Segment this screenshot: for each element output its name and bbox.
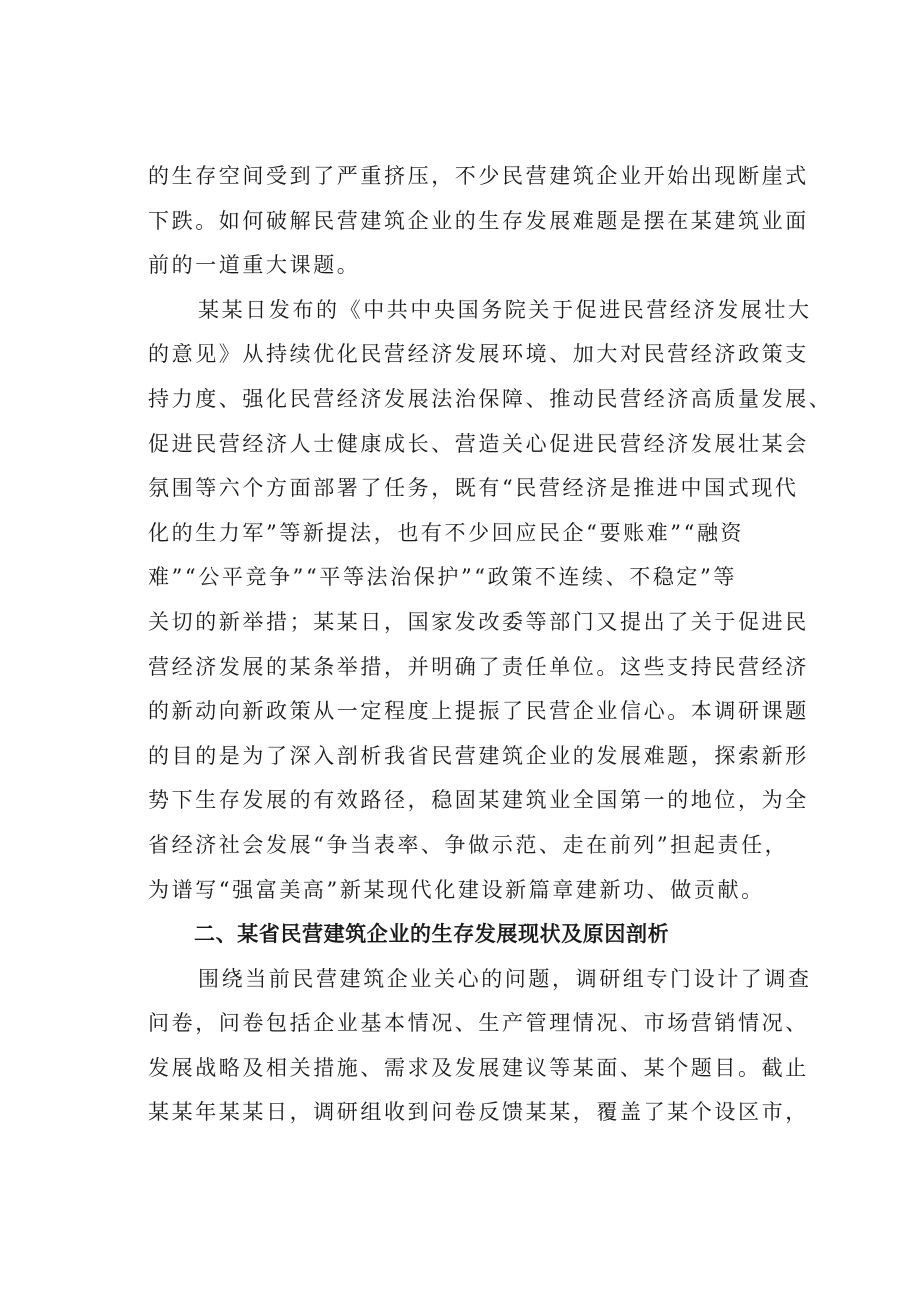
text-line: 难”“公平竞争”“平等法治保护”“政策不连续、不稳定”等 (148, 565, 737, 590)
text-line: 某某年某某日，调研组收到问卷反馈某某，覆盖了某个设区市， (148, 1100, 809, 1125)
text-line: 省经济社会发展“争当表率、争做示范、走在前列”担起责任， (148, 832, 789, 857)
text-line: 发展战略及相关措施、需求及发展建议等某面、某个题目。截止 (148, 1055, 809, 1080)
text-line: 某某日发布的《中共中央国务院关于促进民营经济发展壮大 (198, 297, 812, 322)
text-line: 氛围等六个方面部署了任务，既有“民营经济是推进中国式现代 (148, 476, 799, 501)
text-line: 问卷，问卷包括企业基本情况、生产管理情况、市场营销情况、 (148, 1011, 809, 1036)
text-line: 围绕当前民营建筑企业关心的问题，调研组专门设计了调查 (198, 966, 812, 991)
text-line: 促进民营经济人士健康成长、营造关心促进民营经济发展壮某会 (148, 431, 809, 456)
document-body (148, 154, 833, 1135)
text-line: 的意见》从持续优化民营经济发展环境、加大对民营经济政策支 (148, 342, 809, 367)
section-heading-text: 二、某省民营建筑企业的生存发展现状及原因剖析 (194, 922, 670, 947)
paragraph (148, 957, 820, 1135)
text-line: 的生存空间受到了严重挤压，不少民营建筑企业开始出现断崖式 (148, 164, 809, 188)
text-line: 下跌。如何破解民营建筑企业的生存发展难题是摆在某建筑业面 (148, 208, 809, 233)
text-line: 化的生力军”等新提法，也有不少回应民企“要账难”“融资 (148, 520, 745, 545)
paragraph (148, 154, 820, 288)
text-line: 势下生存发展的有效路径，稳固某建筑业全国第一的地位，为全 (148, 788, 809, 813)
text-line: 的目的是为了深入剖析我省民营建筑企业的发展难题，探索新形 (148, 743, 809, 768)
paragraph (148, 288, 833, 912)
text-line: 关切的新举措；某某日，国家发改委等部门又提出了关于促进民 (148, 609, 809, 634)
text-line: 的新动向新政策从一定程度上提振了民营企业信心。本调研课题 (148, 699, 809, 724)
text-line: 持力度、强化民营经济发展法治保障、推动民营经济高质量发展、 (148, 386, 833, 411)
section-heading (148, 912, 820, 957)
text-line: 营经济发展的某条举措，并明确了责任单位。这些支持民营经济 (148, 654, 809, 679)
text-line: 为谱写“强富美高”新某现代化建设新篇章建新功、做贡献。 (148, 877, 765, 902)
text-line: 前的一道重大课题。 (148, 253, 361, 278)
